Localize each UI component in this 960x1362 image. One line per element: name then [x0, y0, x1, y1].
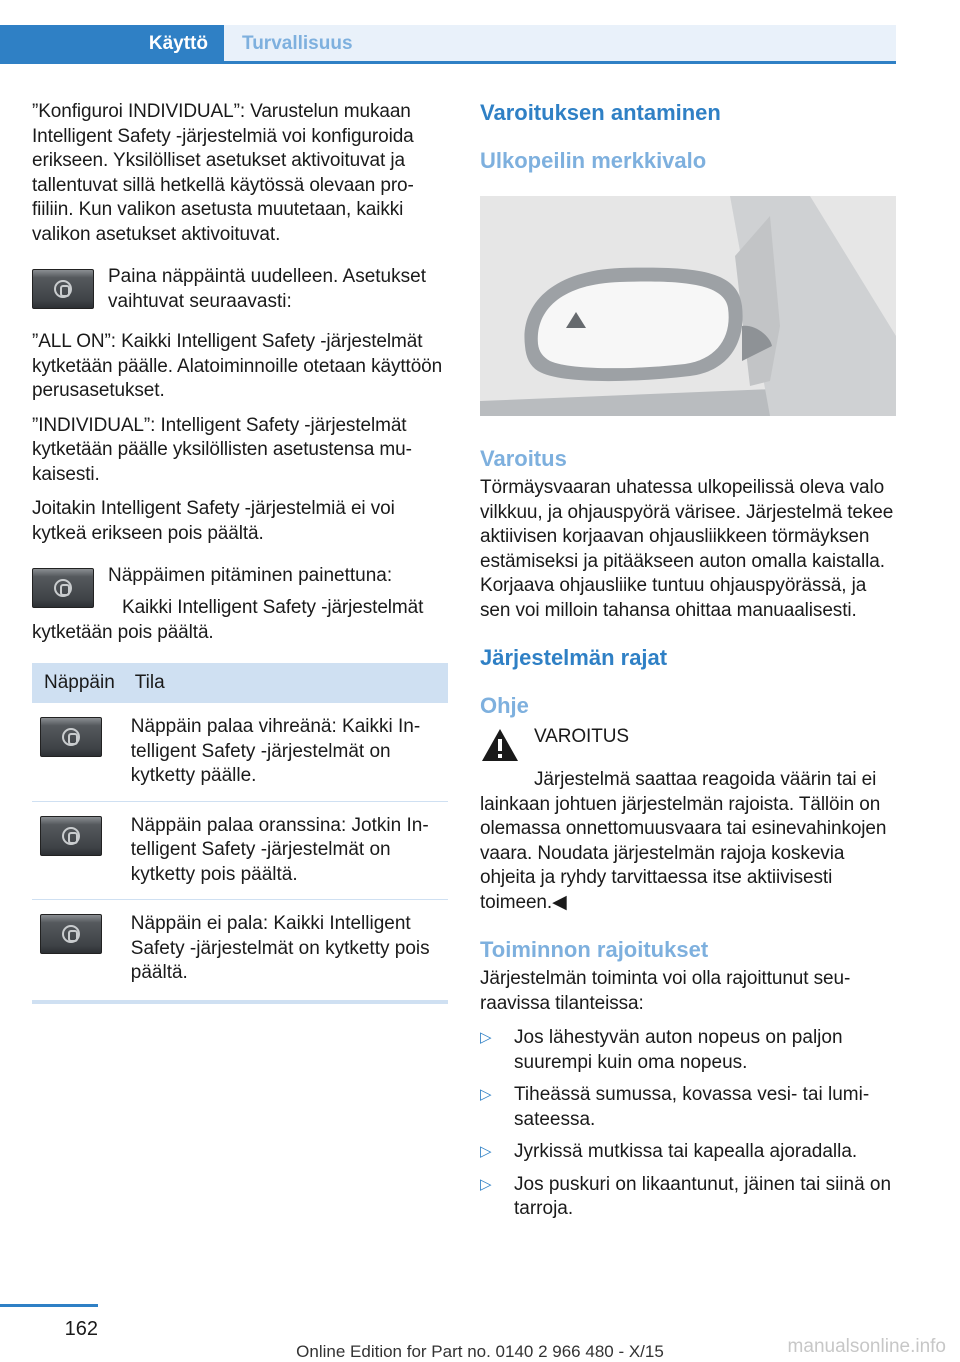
- intro-paragraph: ”Konfiguroi INDIVIDUAL”: Varustelun mukaan Intelligent Safety -järjestelmiä voi konfiguroida erikseen. Yksilölliset asetukset aktivoituvat ja tallentuvat sillä hetkellä käytössä olevaan profiiliin. Kun valikon asetusta muutetaan, kaikki valikon asetukset aktivoituvat.: [32, 101, 414, 245]
- side-mirror-illustration: [480, 196, 896, 416]
- restrictions-intro: Järjestelmän toiminta voi olla rajoittunut seuraavissa tilanteissa:: [480, 968, 851, 1014]
- table-row: [32, 801, 448, 900]
- heading-warning-giving: Varoituksen antaminen: [480, 100, 721, 125]
- table-cell-state: Näppäin ei pala: Kaikki Intelligent Safety -järjestelmät on kytketty pois päältä.: [123, 900, 448, 1002]
- bullet-arrow-icon: ▷: [480, 1175, 492, 1193]
- safety-button-icon: [32, 568, 94, 608]
- bullet-arrow-icon: ▷: [480, 1029, 492, 1046]
- table-header-state: Tila: [123, 663, 448, 703]
- left-column: [32, 100, 448, 1004]
- key-state-table: [32, 663, 448, 1004]
- edition-text: Online Edition for Part no. 0140 2 966 480 - X/15: [296, 1342, 664, 1361]
- restrictions-list: [480, 1026, 896, 1222]
- safety-button-orange-icon: [40, 816, 102, 856]
- table-row: [32, 703, 448, 801]
- page-header: [0, 0, 960, 64]
- key-press-again-row: [32, 265, 448, 322]
- heading-mirror-light: Ulkopeilin merkkivalo: [480, 148, 707, 173]
- warning-box: [480, 725, 896, 768]
- warning-label: VAROITUS: [534, 726, 629, 747]
- list-item: ▷ Tiheässä sumussa, kovassa vesi- tai lumisateessa.: [480, 1084, 870, 1130]
- safety-button-icon: [32, 269, 94, 309]
- note-paragraph: Järjestelmä saattaa reagoida väärin tai ei lainkaan johtuen järjestelmän rajoista. Tällöin on olemassa onnettomuusvaara tai esinevahinkojen vaara. Noudata järjestelmän rajoja koskevia ohjeita ja ryhdy tarvittaessa itse aktiivisesti toimeen.◀: [480, 769, 887, 913]
- table-cell-state: Näppäin palaa oranssina: Jotkin Intelligent Safety -järjestelmät on kytketty pois päältä.: [123, 801, 448, 900]
- warning-triangle-icon: [480, 727, 520, 768]
- bullet-arrow-icon: ▷: [480, 1143, 492, 1160]
- some-cannot-paragraph: Joitakin Intelligent Safety -järjestelmiä ei voi kytkeä erikseen pois päältä.: [32, 498, 395, 544]
- page-number: 162: [64, 1318, 98, 1340]
- heading-restrictions: Toiminnon rajoitukset: [480, 937, 709, 962]
- safety-button-off-icon: [40, 914, 102, 954]
- header-divider: [0, 61, 896, 64]
- section-tab-active[interactable]: Käyttö: [0, 25, 224, 63]
- footer-divider: [0, 1304, 98, 1307]
- side-mirror-image: [480, 196, 896, 416]
- list-item: ▷ Jyrkissä mutkissa tai kapealla ajoradalla.: [480, 1140, 896, 1165]
- heading-system-limits: Järjestelmän rajat: [480, 645, 668, 670]
- heading-warning: Varoitus: [480, 446, 567, 471]
- safety-button-green-icon: [40, 717, 102, 757]
- watermark: manualsonline.info: [787, 1336, 946, 1357]
- hold-text: Kaikki Intelligent Safety -järjestelmät kytketään pois päältä.: [32, 597, 424, 643]
- section-tab-inactive[interactable]: Turvallisuus: [224, 25, 896, 63]
- right-column: [480, 100, 896, 1230]
- bullet-arrow-icon: ▷: [480, 1086, 492, 1103]
- list-item: ▷ Jos puskuri on likaantunut, jäinen tai siinä on tarroja.: [480, 1173, 892, 1219]
- table-header-key: Näppäin: [32, 663, 123, 703]
- hold-label: Näppäimen pitäminen painettuna:: [108, 565, 393, 586]
- individual-paragraph: ”INDIVIDUAL”: Intelligent Safety -järjestelmät kytketään päälle yksilöllisten asetustensa mukaisesti.: [32, 414, 412, 485]
- all-on-paragraph: ”ALL ON”: Kaikki Intelligent Safety -järjestelmät kytketään päälle. Alatoiminnoille otetaan käyttöön perusasetukset.: [32, 331, 443, 401]
- press-again-text: Paina näppäintä uudelleen. Asetukset vaihtuvat seuraavasti:: [108, 266, 426, 312]
- table-cell-state: Näppäin palaa vihreänä: Kaikki Intelligent Safety -järjestelmät on kytketty päälle.: [123, 703, 448, 801]
- heading-note: Ohje: [480, 693, 529, 718]
- warning-paragraph: Törmäysvaaran uhatessa ulkopeilissä oleva valo vilkkuu, ja ohjauspyörä värisee. Järjestelmä tekee aktiivisen korjaavan ohjausliikkeen törmäyksen estämiseksi ja pitääkseen auton omalla kaistalla. Korjaava ohjausliike tuntuu ohjauspyörässä, ja sen voi milloin tahansa ohittaa manuaalisesti.: [480, 477, 894, 621]
- table-row: [32, 900, 448, 1002]
- list-item: ▷ Jos lähestyvän auton nopeus on paljon suurempi kuin oma nopeus.: [480, 1027, 843, 1073]
